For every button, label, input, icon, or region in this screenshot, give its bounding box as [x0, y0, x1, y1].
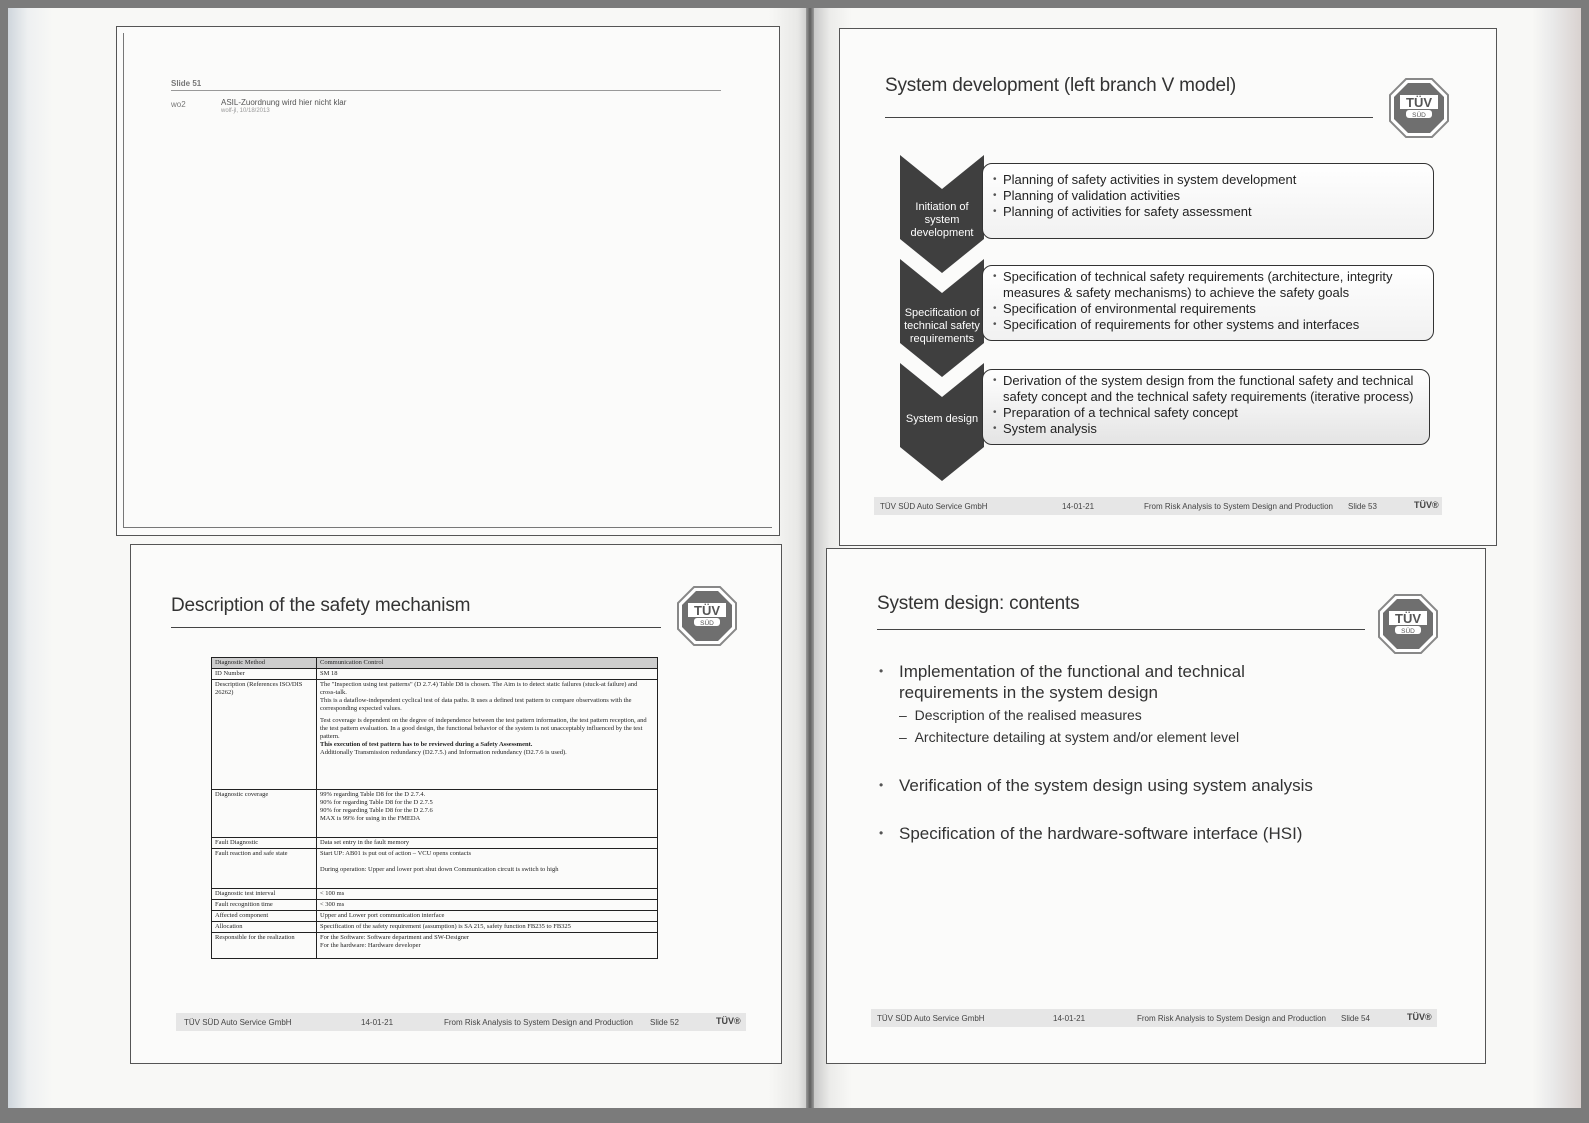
row-label: Fault recognition time — [212, 900, 317, 911]
footer-tuv-mark: TÜV® — [1407, 1012, 1432, 1022]
sub-bullet-item — [899, 707, 1142, 723]
table-row — [212, 849, 658, 889]
bullet-text: Implementation of the functional and technical requirements in the system design — [899, 662, 1245, 702]
row-value: Specification of the safety requirement (assumption) is SA 215, safety function FB235 to FB325 — [317, 922, 658, 933]
row-label: Description (References ISO/DIS 26262) — [212, 680, 317, 790]
row-label: Diagnostic coverage — [212, 790, 317, 838]
table-row — [212, 911, 658, 922]
value-line: Start UP: AB01 is put out of action – VCU opens contacts — [320, 850, 471, 857]
step-item: • Specification of environmental requirements — [1003, 301, 1433, 317]
step-label: Specification of technical safety requirements — [904, 307, 980, 345]
step-item: • Planning of safety activities in system development — [1003, 172, 1433, 188]
step-box — [982, 163, 1434, 239]
row-label: Fault Diagnostic — [212, 838, 317, 849]
row-label: Diagnostic test interval — [212, 889, 317, 900]
svg-text:SÜD: SÜD — [700, 620, 714, 627]
title-rule — [885, 117, 1373, 118]
bullet-dot: • — [879, 664, 884, 678]
slide-footer — [176, 1013, 746, 1031]
row-value: Data set entry in the fault memory — [317, 838, 658, 849]
slide-title: Description of the safety mechanism — [171, 595, 471, 616]
value-line: 90% for regarding Table D8 for the D 2.7.6 — [320, 807, 433, 814]
step-box — [982, 369, 1430, 445]
value-line: For the Software: Software department and SW-Designer — [320, 934, 470, 941]
slide-title: System design: contents — [877, 593, 1080, 614]
notes-rule — [171, 90, 721, 91]
bullet-text: Specification of the hardware-software interface (HSI) — [899, 824, 1303, 843]
comment-id: wo2 — [171, 100, 186, 109]
value-line: 90% for regarding Table D8 for the D 2.7.5 — [320, 799, 433, 806]
book-spine — [806, 8, 814, 1108]
slide-footer — [874, 497, 1442, 515]
value-line: During operation: Upper and lower port shut down Communication circuit is switch to high — [320, 866, 559, 873]
footer-company: TÜV SÜD Auto Service GmbH — [877, 1014, 985, 1023]
step-label: System design — [905, 413, 979, 425]
step-item: • Planning of activities for safety assessment — [1003, 204, 1433, 220]
value-line: MAX is 99% for using in the FMEDA — [320, 815, 421, 822]
row-value — [317, 790, 658, 838]
step-item: • Derivation of the system design from the functional safety and technical safety concept and the technical safety requirements (iterative process) — [1003, 373, 1429, 405]
row-label: Affected component — [212, 911, 317, 922]
safety-mechanism-table — [211, 657, 658, 959]
notes-slide-frame — [116, 26, 780, 536]
tuv-sud-logo — [1377, 593, 1439, 655]
table-row — [212, 900, 658, 911]
sub-bullet-item — [899, 729, 1239, 745]
row-label: ID Number — [212, 669, 317, 680]
bullet-dot: • — [879, 778, 884, 792]
row-value: Upper and Lower port communication interface — [317, 911, 658, 922]
bullet-item — [879, 775, 1419, 796]
footer-course: From Risk Analysis to System Design and Production — [1144, 502, 1333, 511]
value-line: The "Inspection using test patterns" (D 2.7.4) Table D8 is chosen. The Aim is to detect static failures (stuck-at failure) and cross-talk. — [320, 681, 638, 696]
bullet-item — [879, 661, 1329, 703]
value-line: Additionally Transmission redundancy (D2.7.5.) and Information redundancy (D2.7.6 is used). — [320, 749, 567, 756]
sub-bullet-text: Description of the realised measures — [914, 707, 1142, 723]
footer-tuv-mark: TÜV® — [1414, 500, 1439, 510]
slide-title: System development (left branch V model) — [885, 75, 1237, 96]
svg-text:SÜD: SÜD — [1401, 628, 1415, 635]
step-item: • Planning of validation activities — [1003, 188, 1433, 204]
slide-53-frame — [839, 28, 1497, 546]
footer-date: 14-01-21 — [1062, 502, 1095, 511]
svg-text:TÜV: TÜV — [694, 603, 720, 618]
tuv-sud-logo — [676, 585, 738, 647]
footer-company: TÜV SÜD Auto Service GmbH — [184, 1018, 292, 1027]
footer-date: 14-01-21 — [361, 1018, 394, 1027]
step-item: • Specification of requirements for other systems and interfaces — [1003, 317, 1433, 333]
value-line: 99% regarding Table D8 for the D 2.7.4. — [320, 791, 426, 798]
step-item: • Preparation of a technical safety concept — [1003, 405, 1429, 421]
dash-glyph: – — [899, 729, 915, 745]
svg-text:SÜD: SÜD — [1412, 112, 1426, 119]
value-line: This is a dataflow-independent cyclical test of data paths. It uses a defined test pattern to compare observations with the corresponding expected values. — [320, 697, 632, 712]
slide-52-frame — [130, 544, 782, 1064]
header-cell: Communication Control — [317, 658, 658, 669]
slide-54-frame — [826, 548, 1486, 1064]
row-value — [317, 680, 658, 790]
footer-slide-number: Slide 53 — [1348, 502, 1377, 511]
footer-slide-number: Slide 52 — [650, 1018, 679, 1027]
sub-bullet-text: Architecture detailing at system and/or element level — [914, 729, 1240, 745]
footer-course: From Risk Analysis to System Design and Production — [444, 1018, 633, 1027]
svg-text:TÜV: TÜV — [1406, 95, 1432, 110]
value-line: This execution of test pattern has to be reviewed during a Safety Assessment. — [320, 741, 533, 748]
footer-company: TÜV SÜD Auto Service GmbH — [880, 502, 988, 511]
header-cell: Diagnostic Method — [212, 658, 317, 669]
svg-text:TÜV: TÜV — [1395, 611, 1421, 626]
dash-glyph: – — [899, 707, 915, 723]
slide-label: Slide 51 — [171, 79, 202, 88]
slide-footer — [871, 1009, 1437, 1027]
table-row — [212, 922, 658, 933]
comment-meta: wolf-jl, 10/18/2013 — [221, 108, 270, 114]
title-rule — [877, 629, 1365, 630]
row-label: Responsible for the realization — [212, 933, 317, 959]
step-item: • Specification of technical safety requirements (architecture, integrity measures & safety mechanisms) to achieve the safety goals — [1003, 269, 1433, 301]
footer-course: From Risk Analysis to System Design and Production — [1137, 1014, 1326, 1023]
row-value: < 100 ms — [317, 889, 658, 900]
table-row — [212, 790, 658, 838]
step-box — [982, 265, 1434, 341]
footer-date: 14-01-21 — [1053, 1014, 1086, 1023]
table-row — [212, 933, 658, 959]
value-line: For the hardware: Hardware developer — [320, 942, 421, 949]
row-value: < 300 ms — [317, 900, 658, 911]
tuv-sud-logo — [1388, 77, 1450, 139]
table-row — [212, 669, 658, 680]
table-header-row — [212, 658, 658, 669]
title-rule — [171, 627, 661, 628]
row-value: SM 18 — [317, 669, 658, 680]
step-item: • System analysis — [1003, 421, 1429, 437]
bullet-item — [879, 823, 1419, 844]
table-row — [212, 889, 658, 900]
step-label: Initiation of system development — [910, 201, 974, 239]
bullet-text: Verification of the system design using system analysis — [899, 776, 1313, 795]
row-value — [317, 849, 658, 889]
table-row — [212, 838, 658, 849]
table-row — [212, 680, 658, 790]
row-label: Fault reaction and safe state — [212, 849, 317, 889]
row-label: Allocation — [212, 922, 317, 933]
comment-text: ASIL-Zuordnung wird hier nicht klar — [221, 98, 347, 107]
row-value — [317, 933, 658, 959]
footer-slide-number: Slide 54 — [1341, 1014, 1370, 1023]
value-line: Test coverage is dependent on the degree of independence between the test pattern information, the test pattern reception, and the test pattern evaluation. In a good design, the functional behavior of the system is not unacceptably influenced by the test pattern. — [320, 717, 647, 740]
bullet-dot: • — [879, 826, 884, 840]
footer-tuv-mark: TÜV® — [716, 1016, 741, 1026]
